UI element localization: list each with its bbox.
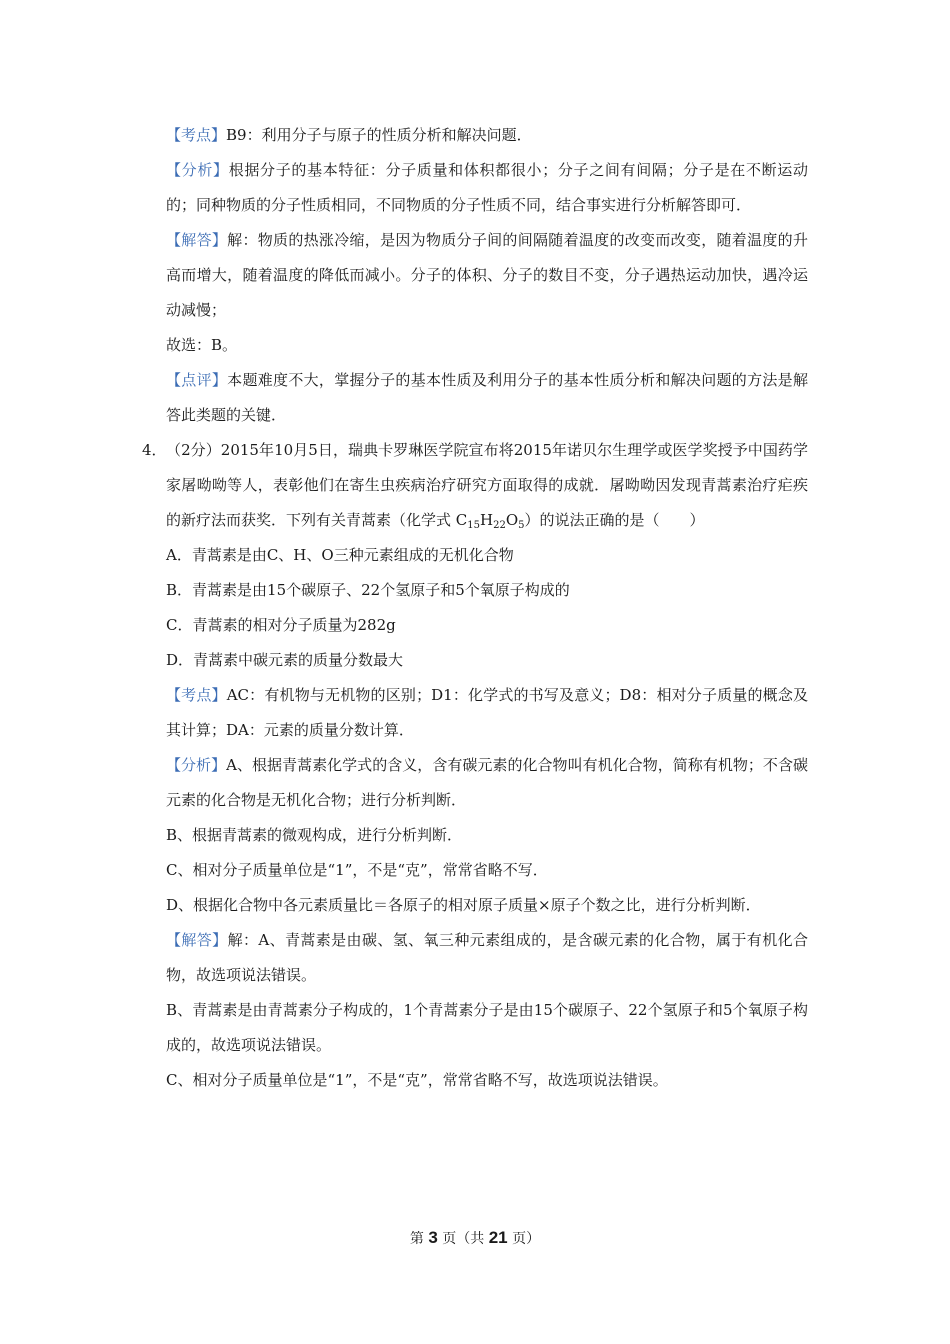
q4-fenxi-b: B、根据青蒿素的微观构成，进行分析判断．: [166, 826, 463, 844]
fenxi-tag: 【分析】: [166, 756, 227, 774]
q3-answer: 故选：B。: [166, 336, 238, 354]
q4-fenxi-c: C、相对分子质量单位是“1”，不是“克”，常常省略不写．: [166, 861, 548, 879]
fenxi-tag: 【分析】: [166, 161, 229, 179]
q4-jieda: 【解答】解：A、青蒿素是由碳、氢、氧三种元素组成的，是含碳元素的化合物，属于有机化合物，故选项说法错误。: [166, 931, 808, 984]
question-number: 4．: [142, 441, 167, 459]
q3-kaodian: 【考点】B9：利用分子与原子的性质分析和解决问题．: [166, 126, 532, 144]
page-content: [142, 118, 808, 1098]
kaodian-tag: 【考点】: [166, 686, 227, 704]
q4-fenxi-d: D、根据化合物中各元素质量比＝各原子的相对原子质量×原子个数之比，进行分析判断．: [166, 896, 761, 914]
q3-fenxi: 【分析】根据分子的基本特征：分子质量和体积都很小；分子之间有间隔；分子是在不断运动的；同种物质的分子性质相同，不同物质的分子性质不同，结合事实进行分析解答即可．: [166, 161, 808, 214]
q4-kaodian: 【考点】AC：有机物与无机物的区别；D1：化学式的书写及意义；D8：相对分子质量的概念及其计算；DA：元素的质量分数计算．: [166, 686, 808, 739]
page-footer: 第 3 页（共 21 页）: [409, 1228, 541, 1247]
q4-stem: [142, 433, 808, 538]
option-a: A．青蒿素是由C、H、O三种元素组成的无机化合物: [166, 546, 514, 564]
kaodian-tag: 【考点】: [166, 126, 227, 144]
question-text: （2分）2015年10月5日，瑞典卡罗琳医学院宣布将2015年诺贝尔生理学或医学奖授予中国药学家屠呦呦等人，表彰他们在寄生虫疾病治疗研究方面取得的成就．屠呦呦因发现青蒿素治疗疟疾的新疗法而获奖．下列有关青蒿素（化学式 $C_{15}H_{22}O_5$）的说法正确的是（ ）: [166, 441, 808, 531]
jieda-tag: 【解答】: [166, 231, 228, 249]
option-c: C．青蒿素的相对分子质量为282g: [166, 616, 396, 634]
q4-jieda-b: B、青蒿素是由青蒿素分子构成的，1个青蒿素分子是由15个碳原子、22个氢原子和5个氧原子构成的，故选项说法错误。: [166, 1001, 808, 1054]
page-number: 3: [428, 1228, 438, 1247]
q3-dianping: 【点评】本题难度不大，掌握分子的基本性质及利用分子的基本性质分析和解决问题的方法是解答此类题的关键．: [166, 371, 808, 424]
dianping-tag: 【点评】: [166, 371, 228, 389]
q4-fenxi: 【分析】A、根据青蒿素化学式的含义，含有碳元素的化合物叫有机化合物，简称有机物；不含碳元素的化合物是无机化合物；进行分析判断．: [166, 756, 808, 809]
jieda-tag: 【解答】: [166, 931, 228, 949]
option-b: B．青蒿素是由15个碳原子、22个氢原子和5个氧原子构成的: [166, 581, 570, 599]
option-d: D．青蒿素中碳元素的质量分数最大: [166, 651, 404, 669]
page-total: 21: [488, 1228, 508, 1247]
q4-jieda-c: C、相对分子质量单位是“1”，不是“克”，常常省略不写，故选项说法错误。: [166, 1071, 668, 1089]
q3-jieda: 【解答】解：物质的热涨冷缩，是因为物质分子间的间隔随着温度的改变而改变，随着温度的升高而增大，随着温度的降低而减小。分子的体积、分子的数目不变，分子遇热运动加快，遇冷运动减慢；: [166, 231, 808, 319]
